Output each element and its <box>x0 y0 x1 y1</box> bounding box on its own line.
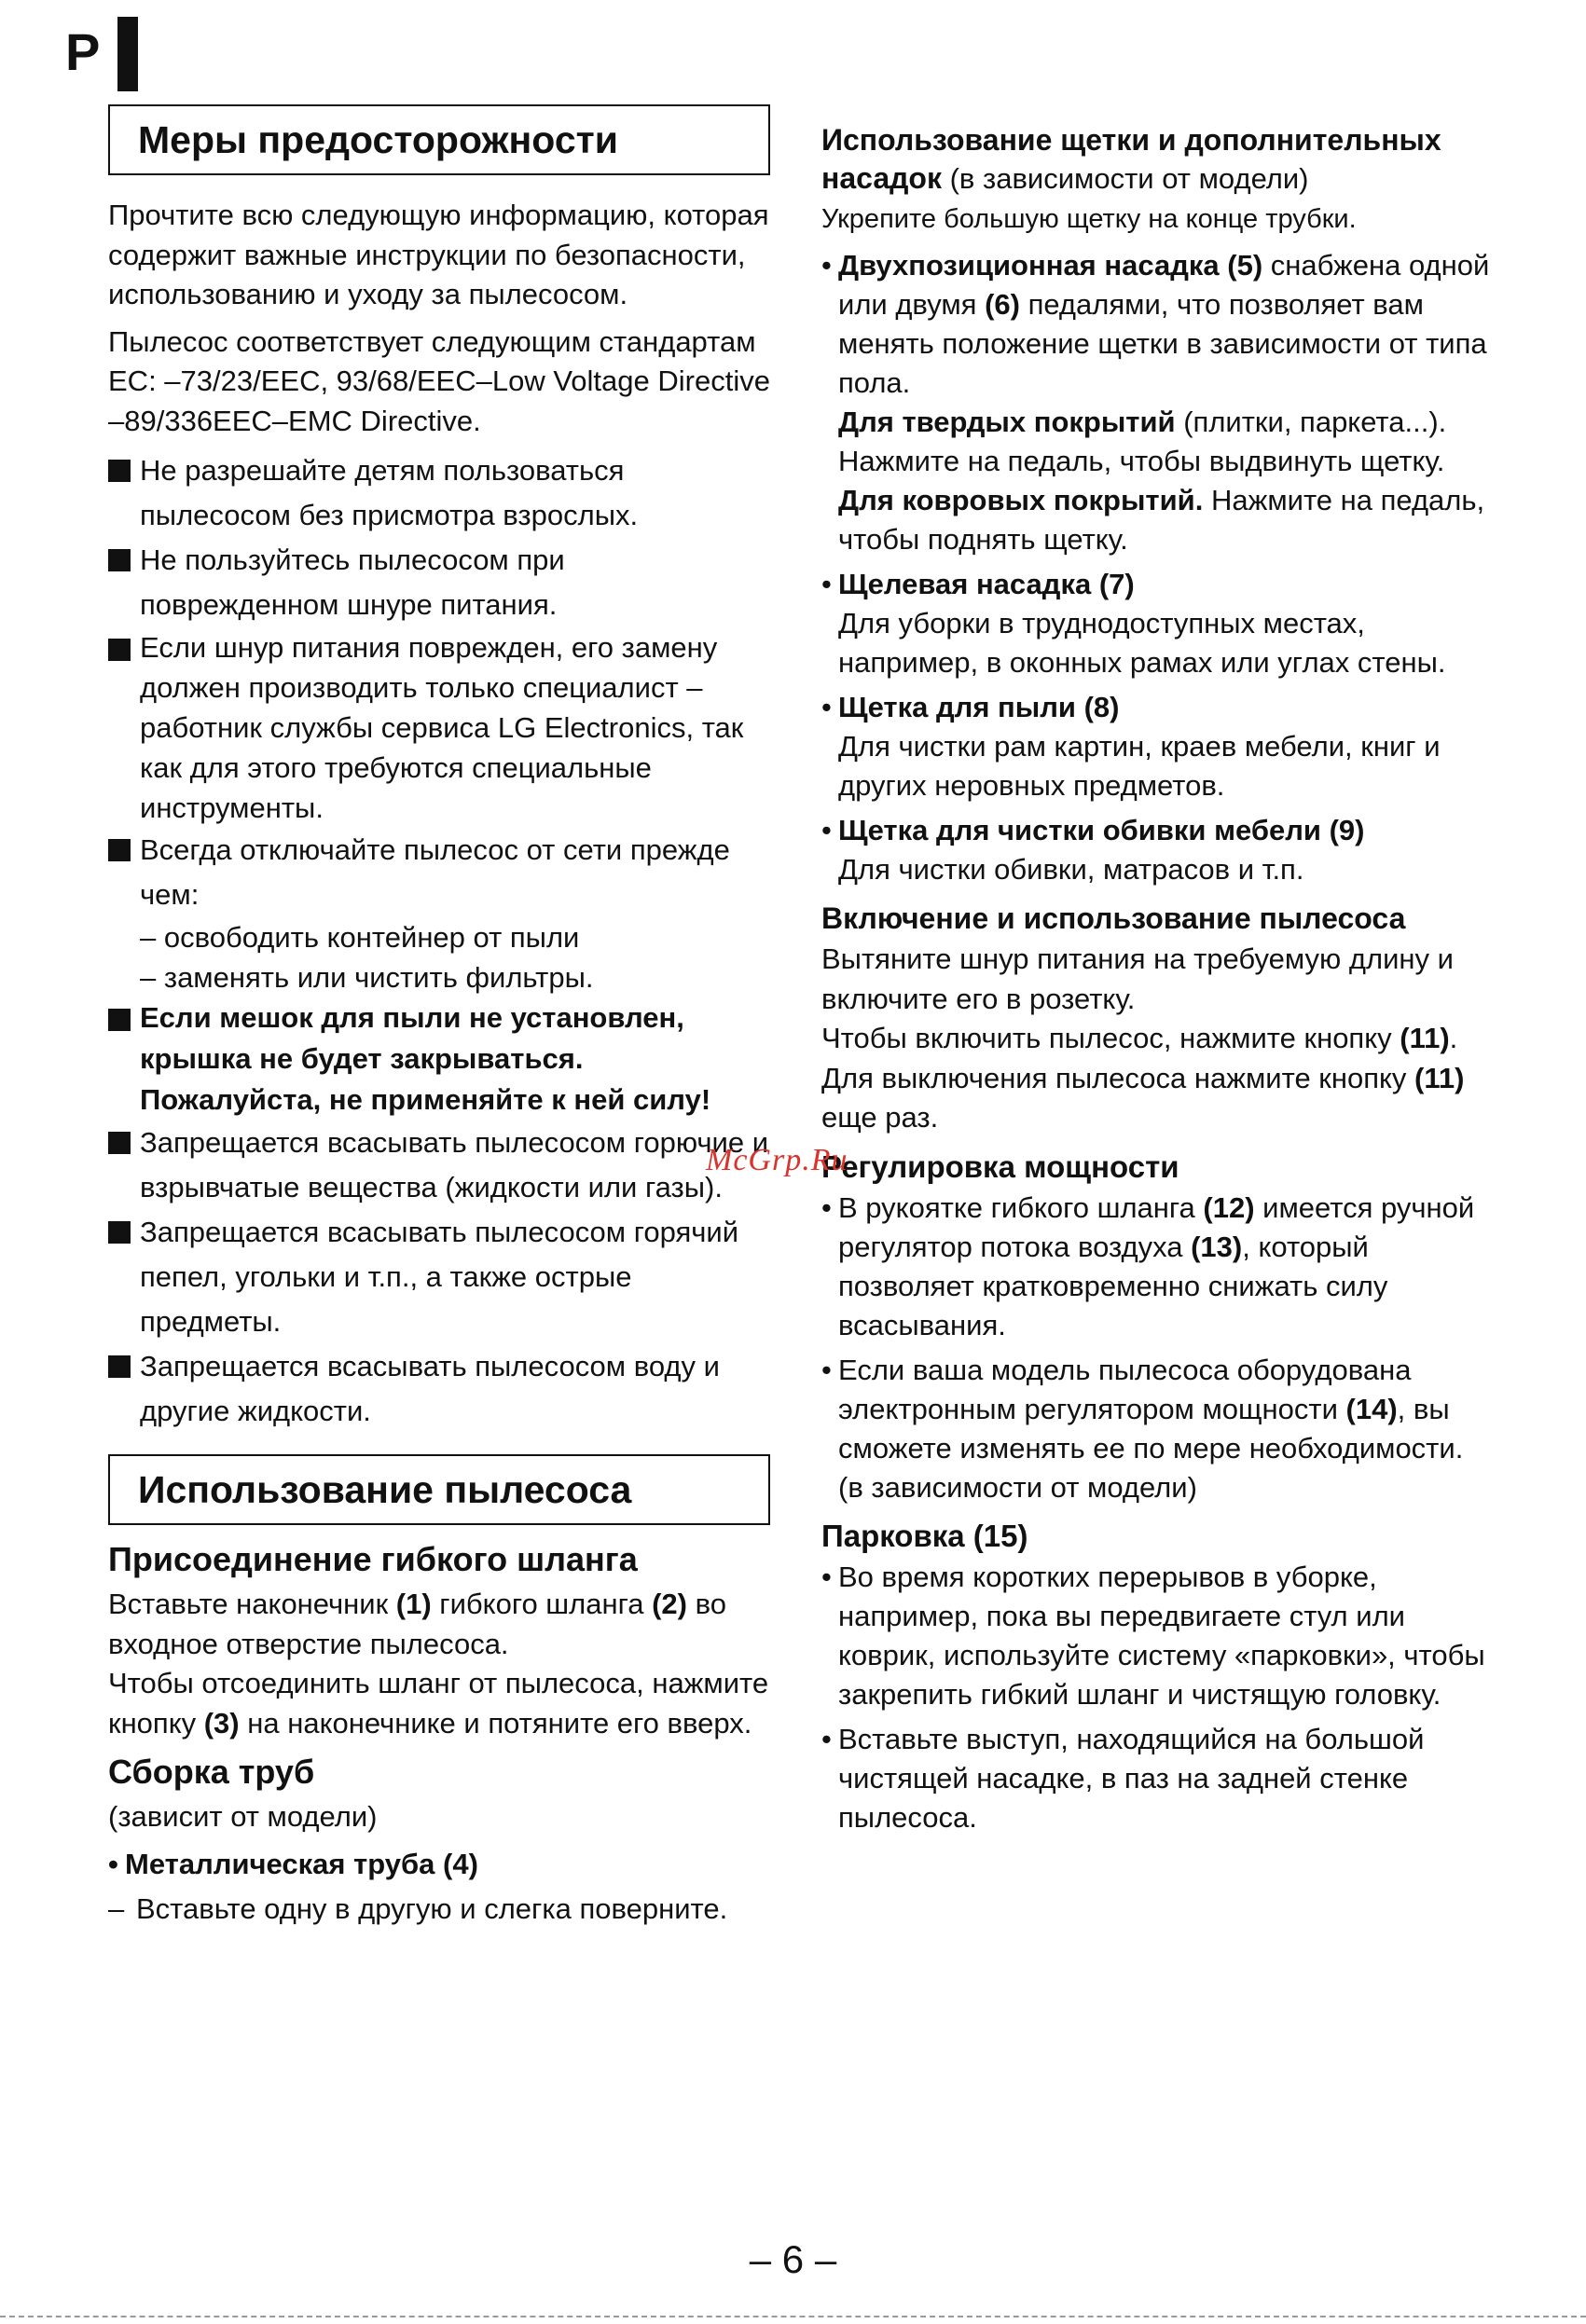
left-column <box>108 104 770 1929</box>
section-title-usage: Использование пылесоса <box>108 1454 770 1525</box>
language-bar <box>117 17 138 91</box>
warning-item: Запрещается всасывать пылесосом воду и другие жидкости. <box>108 1344 770 1434</box>
brush-bullet-floor-nozzle: • Двухпозиционная насадка (5) снабжена одной или двумя (6) педалями, что позволяет вам менять положение щетки в зависимости от типа пола. Для твердых покрытий (плитки, паркета...). Нажмите на педаль, чтобы выдвинуть щетку. Для ковровых покрытий. Нажмите на педаль, чтобы поднять щетку. <box>821 249 1490 556</box>
warning-item: Запрещается всасывать пылесосом горючие и взрывчатые вещества (жидкости или газы). <box>108 1121 770 1210</box>
page-number: – 6 – <box>749 2237 837 2281</box>
warning-item: Запрещается всасывать пылесосом горячий пепел, угольки и т.п., а также острые предметы. <box>108 1210 770 1344</box>
brush-bullet-crevice-tool: • Щелевая насадка (7) Для уборки в труднодоступных местах, например, в оконных рамах или углах стены. <box>821 568 1446 679</box>
right-column <box>821 121 1493 1843</box>
parking-bullet: • Во время коротких перерывов в уборке, например, пока вы передвигаете стул или коврик, используйте систему «парковки», чтобы закрепить гибкий шланг и чистящую головку. <box>821 1560 1485 1711</box>
brush-heading: Использование щетки и дополнительных насадок (в зависимости от модели) <box>821 123 1441 195</box>
square-bullet-icon <box>108 1221 131 1244</box>
pipes-bullet: • Металлическая труба (4) <box>108 1847 478 1880</box>
sub-item: – заменять или чистить фильтры. <box>140 961 594 994</box>
warning-item: Всегда отключайте пылесос от сети прежде чем: – освободить контейнер от пыли – заменять или чистить фильтры. <box>108 828 770 997</box>
warning-item: Не разрешайте детям пользоваться пылесосом без присмотра взрослых. <box>108 448 770 538</box>
hose-paragraph-1: Вставьте наконечник (1) гибкого шланга (2) во входное отверстие пылесоса. <box>108 1588 726 1660</box>
pipes-note: (зависит от модели) <box>108 1800 378 1833</box>
square-bullet-icon <box>108 1355 131 1378</box>
power-on-paragraph-1: Вытяните шнур питания на требуемую длину и включите его в розетку. <box>821 942 1454 1015</box>
language-letter: P <box>65 22 101 81</box>
square-bullet-icon <box>108 549 131 571</box>
warning-item-bold: Если мешок для пыли не установлен, крышка не будет закрываться. Пожалуйста, не применяйте к ней силу! <box>108 997 770 1121</box>
power-control-bullet: • Если ваша модель пылесоса оборудована электронным регулятором мощности (14), вы сможете изменять ее по мере необходимости. (в зависимости от модели) <box>821 1353 1464 1504</box>
warning-item: Если шнур питания поврежден, его замену должен производить только специалист – работник службы сервиса LG Electronics, так как для этого требуются специальные инструменты. <box>108 627 770 828</box>
square-bullet-icon <box>108 460 131 482</box>
power-on-title: Включение и использование пылесоса <box>821 901 1406 935</box>
power-control-bullet: • В рукоятке гибкого шланга (12) имеется ручной регулятор потока воздуха (13), который позволяет кратковременно снижать силу всасывания. <box>821 1190 1475 1341</box>
section-title-precautions: Меры предосторожности <box>108 104 770 175</box>
hose-paragraph-2: Чтобы отсоединить шланг от пылесоса, нажмите кнопку (3) на наконечнике и потяните его вверх. <box>108 1667 769 1740</box>
pipes-title: Сборка труб <box>108 1753 315 1791</box>
square-bullet-icon <box>108 839 131 861</box>
square-bullet-icon <box>108 1132 131 1154</box>
pipes-dash-item: – Вставьте одну в другую и слегка поверните. <box>108 1891 728 1925</box>
power-on-paragraph-2: Чтобы включить пылесос, нажмите кнопку (11). Для выключения пылесоса нажмите кнопку (11) еще раз. <box>821 1022 1465 1134</box>
brush-intro: Укрепите большую щетку на конце трубки. <box>821 204 1357 234</box>
standards-paragraph: Пылесос соответствует следующим стандартам ЕС: –73/23/EEC, 93/68/EEC–Low Voltage Directive –89/336EEC–EMC Directive. <box>108 324 770 437</box>
parking-bullet: • Вставьте выступ, находящийся на большой чистящей насадке, в паз на задней стенке пылесоса. <box>821 1722 1425 1834</box>
parking-title: Парковка (15) <box>821 1518 1028 1553</box>
warning-item: Не пользуйтесь пылесосом при поврежденном шнуре питания. <box>108 538 770 627</box>
intro-paragraph: Прочтите всю следующую информацию, которая содержит важные инструкции по безопасности, использованию и уходу за пылесосом. <box>108 199 769 310</box>
brush-bullet-dust-brush: • Щетка для пыли (8) Для чистки рам картин, краев мебели, книг и других неровных предметов. <box>821 691 1441 802</box>
power-control-title: Регулировка мощности <box>821 1148 1179 1184</box>
bottom-divider <box>0 2316 1586 2317</box>
sub-item: – освободить контейнер от пыли <box>140 921 580 954</box>
brush-bullet-upholstery-brush: • Щетка для чистки обивки мебели (9) Для чистки обивки, матрасов и т.п. <box>821 814 1365 886</box>
square-bullet-icon <box>108 1009 131 1031</box>
square-bullet-icon <box>108 639 131 661</box>
watermark: McGrp.Ru <box>706 1143 848 1177</box>
hose-title: Присоединение гибкого шланга <box>108 1540 638 1578</box>
